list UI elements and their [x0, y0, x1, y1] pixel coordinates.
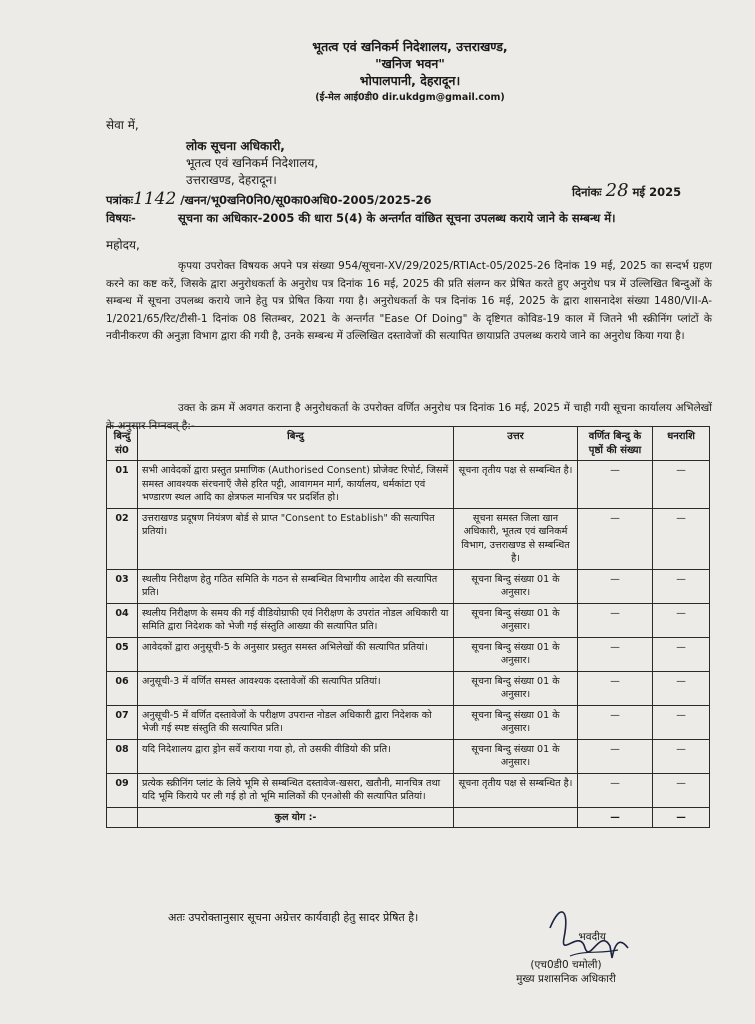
- table-total-row: [107, 807, 710, 828]
- building-name: "खनिज भवन": [375, 56, 445, 71]
- row-answer: सूचना तृतीय पक्ष से सम्बन्धित है।: [454, 461, 578, 509]
- office-name: भूतत्व एवं खनिकर्म निदेशालय, उत्तराखण्ड,: [312, 39, 508, 54]
- row-amount: —: [653, 773, 710, 807]
- row-sn: 01: [107, 461, 138, 509]
- row-amount: —: [653, 739, 710, 773]
- header-sn: बिन्दु सं0: [107, 427, 138, 461]
- header-answer: उत्तर: [454, 427, 578, 461]
- total-amount: —: [653, 807, 710, 828]
- table-row: [107, 603, 710, 637]
- row-point: स्थलीय निरीक्षण हेतु गठित समिति के गठन से सम्बन्धित विभागीय आदेश की सत्यापित प्रति।: [138, 569, 454, 603]
- table-row: [107, 461, 710, 509]
- subject-line: [106, 211, 711, 226]
- date-month-year: मई 2025: [632, 185, 682, 199]
- row-amount: —: [653, 508, 710, 569]
- row-pages: —: [578, 569, 653, 603]
- row-point: आवेदकों द्वारा अनुसूची-5 के अनुसार प्रस्तुत समस्त अभिलेखों की सत्यापित प्रतियां।: [138, 637, 454, 671]
- header-pages: वर्णित बिन्दु के पृष्ठों की संख्या: [578, 427, 653, 461]
- recipient-address: [186, 138, 318, 189]
- row-answer: सूचना बिन्दु संख्या 01 के अनुसार।: [454, 603, 578, 637]
- row-sn: 07: [107, 705, 138, 739]
- total-empty-cell: [454, 807, 578, 828]
- recipient-line: उत्तराखण्ड, देहरादून।: [186, 173, 277, 187]
- signatory-name: (एच0डी0 चमोली): [530, 959, 602, 971]
- ref-code: /खनन/भू0खनि0नि0/सू0का0अधि0-2005/2025-26: [180, 193, 432, 207]
- row-pages: —: [578, 603, 653, 637]
- row-answer: सूचना समस्त जिला खान अधिकारी, भूतत्व एवं खनिकर्म विभाग, उत्तराखण्ड से सम्बन्धित है।: [454, 508, 578, 569]
- total-empty-cell: [107, 807, 138, 828]
- row-sn: 06: [107, 671, 138, 705]
- ref-handwritten-number: 1142: [133, 189, 177, 209]
- row-answer: सूचना बिन्दु संख्या 01 के अनुसार।: [454, 637, 578, 671]
- subject-text: सूचना का अधिकार-2005 की धारा 5(4) के अन्तर्गत वांछित सूचना उपलब्ध कराये जाने के सम्बन्ध में।: [178, 211, 616, 225]
- row-point: उत्तराखण्ड प्रदूषण नियंत्रण बोर्ड से प्राप्त "Consent to Establish" की सत्यापित प्रतियां।: [138, 508, 454, 569]
- body-paragraph-2: उक्त के क्रम में अवगत कराना है अनुरोधकर्ता के उपरोक्त वर्णित अनुरोध पत्र दिनांक 16 मई, 2025 में चाही गयी सूचना कार्यालय अभिलेखों के अनुसार निम्नवत् है:-: [106, 402, 712, 432]
- table-row: [107, 739, 710, 773]
- closing-line: अतः उपरोक्तानुसार सूचना अग्रेत्तर कार्यवाही हेतु सादर प्रेषित है।: [168, 911, 419, 924]
- letterhead: [250, 38, 570, 106]
- office-email: (ई-मेल आई0डी0 dir.ukdgm@gmail.com): [315, 92, 505, 103]
- row-amount: —: [653, 705, 710, 739]
- row-pages: —: [578, 671, 653, 705]
- total-pages: —: [578, 807, 653, 828]
- row-amount: —: [653, 637, 710, 671]
- recipient-line: भूतत्व एवं खनिकर्म निदेशालय,: [186, 156, 319, 170]
- row-point: स्थलीय निरीक्षण के समय की गई वीडियोग्राफी एवं निरीक्षण के उपरांत नोडल अधिकारी या समिति द्वारा निदेशक को भेजी गई संस्तुति आख्या की सत्यापित प्रति।: [138, 603, 454, 637]
- row-point: अनुसूची-5 में वर्णित दस्तावेजों के परीक्षण उपरान्त नोडल अधिकारी द्वारा निदेशक को भेजी गई स्पष्ट संस्तुति की सत्यापित प्रति।: [138, 705, 454, 739]
- total-label: कुल योग :-: [138, 807, 454, 828]
- signature-closing: भवदीय: [578, 931, 606, 943]
- row-point: सभी आवेदकों द्वारा प्रस्तुत प्रमाणिक (Authorised Consent) प्रोजेक्ट रिपोर्ट, जिसमें समस्त आवश्यक संरचनाएँ जैसे हरित पट्टी, आवागमन मार्ग, कार्यालय, धर्मकांटा एवं भण्डारण स्थल आदि का क्षेत्रफल मानचित्र पर प्रदर्शित हो।: [138, 461, 454, 509]
- row-pages: —: [578, 705, 653, 739]
- header-amount: धनराशि: [653, 427, 710, 461]
- row-sn: 09: [107, 773, 138, 807]
- row-sn: 03: [107, 569, 138, 603]
- table-row: [107, 569, 710, 603]
- row-point: यदि निदेशालय द्वारा ड्रोन सर्वे कराया गया हो, तो उसकी वीडियो की प्रति।: [138, 739, 454, 773]
- recipient-line: लोक सूचना अधिकारी,: [186, 139, 285, 153]
- signatory-designation: मुख्य प्रशासनिक अधिकारी: [516, 973, 616, 985]
- row-answer: सूचना बिन्दु संख्या 01 के अनुसार।: [454, 739, 578, 773]
- row-answer: सूचना बिन्दु संख्या 01 के अनुसार।: [454, 671, 578, 705]
- row-amount: —: [653, 671, 710, 705]
- table-row: [107, 508, 710, 569]
- body-paragraph-1: कृपया उपरोक्त विषयक अपने पत्र संख्या 954/सूचना-XV/29/2025/RTIAct-05/2025-26 दिनांक 19 मई, 2025 का सन्दर्भ ग्रहण करने का कष्ट करें, जिसके द्वारा अनुरोधकर्ता के अनुरोध पत्र दिनांक 16 मई, 2025 की प्रति संलग्न कर प्रेषित करते हुए अनुरोध पत्र में उल्लिखित बिन्दुओं के सम्बन्ध में सूचना उपलब्ध कराये जाने हेतु पत्र प्रेषित किया गया है। अनुरोधकर्ता के पत्र दिनांक 16 मई, 2025 के द्वारा शासनादेश संख्या 1480/VII-A-1/2021/65/रिट/टीसी-1 दिनांक 08 सितम्बर, 2021 के अन्तर्गत "Ease Of Doing" के दृष्टिगत कोविड-19 काल में जितने भी स्क्रीनिंग प्लांटों के नवीनीकरण की अनुज्ञा विभाग द्वारा की गयी है, उनके सम्बन्ध में उल्लिखित दस्तावेजों की सत्यापित छायाप्रति उपलब्ध कराये जाने का अनुरोध किया गया है।: [106, 260, 712, 342]
- row-pages: —: [578, 739, 653, 773]
- row-pages: —: [578, 461, 653, 509]
- row-sn: 04: [107, 603, 138, 637]
- table-header-row: [107, 427, 710, 461]
- row-answer: सूचना बिन्दु संख्या 01 के अनुसार।: [454, 569, 578, 603]
- date-label: दिनांकः: [572, 185, 602, 199]
- row-amount: —: [653, 461, 710, 509]
- ref-label: पत्रांकः: [106, 193, 134, 207]
- date-day: 28: [605, 180, 629, 201]
- table-row: [107, 773, 710, 807]
- row-pages: —: [578, 508, 653, 569]
- table-row: [107, 671, 710, 705]
- row-answer: सूचना बिन्दु संख्या 01 के अनुसार।: [454, 705, 578, 739]
- information-table: [106, 426, 710, 828]
- to-label: सेवा में,: [106, 118, 139, 132]
- salutation: महोदय,: [106, 238, 140, 252]
- letter-date: [572, 180, 681, 201]
- row-sn: 02: [107, 508, 138, 569]
- row-sn: 08: [107, 739, 138, 773]
- row-point: प्रत्येक स्क्रीनिंग प्लांट के लिये भूमि से सम्बन्धित दस्तावेज-खसरा, खतौनी, मानचित्र तथा यदि भूमि किराये पर ली गई हो तो भूमि मालिकों की एनओसी की सत्यापित प्रतियां।: [138, 773, 454, 807]
- row-sn: 05: [107, 637, 138, 671]
- office-location: भोपालपानी, देहरादून।: [359, 73, 461, 88]
- row-amount: —: [653, 603, 710, 637]
- header-point: बिन्दु: [138, 427, 454, 461]
- row-point: अनुसूची-3 में वर्णित समस्त आवश्यक दस्तावेजों की सत्यापित प्रतियां।: [138, 671, 454, 705]
- row-answer: सूचना तृतीय पक्ष से सम्बन्धित है।: [454, 773, 578, 807]
- row-pages: —: [578, 637, 653, 671]
- table-row: [107, 637, 710, 671]
- table-row: [107, 705, 710, 739]
- row-amount: —: [653, 569, 710, 603]
- signature-block: [496, 930, 636, 986]
- row-pages: —: [578, 773, 653, 807]
- subject-label: विषयः-: [106, 211, 136, 225]
